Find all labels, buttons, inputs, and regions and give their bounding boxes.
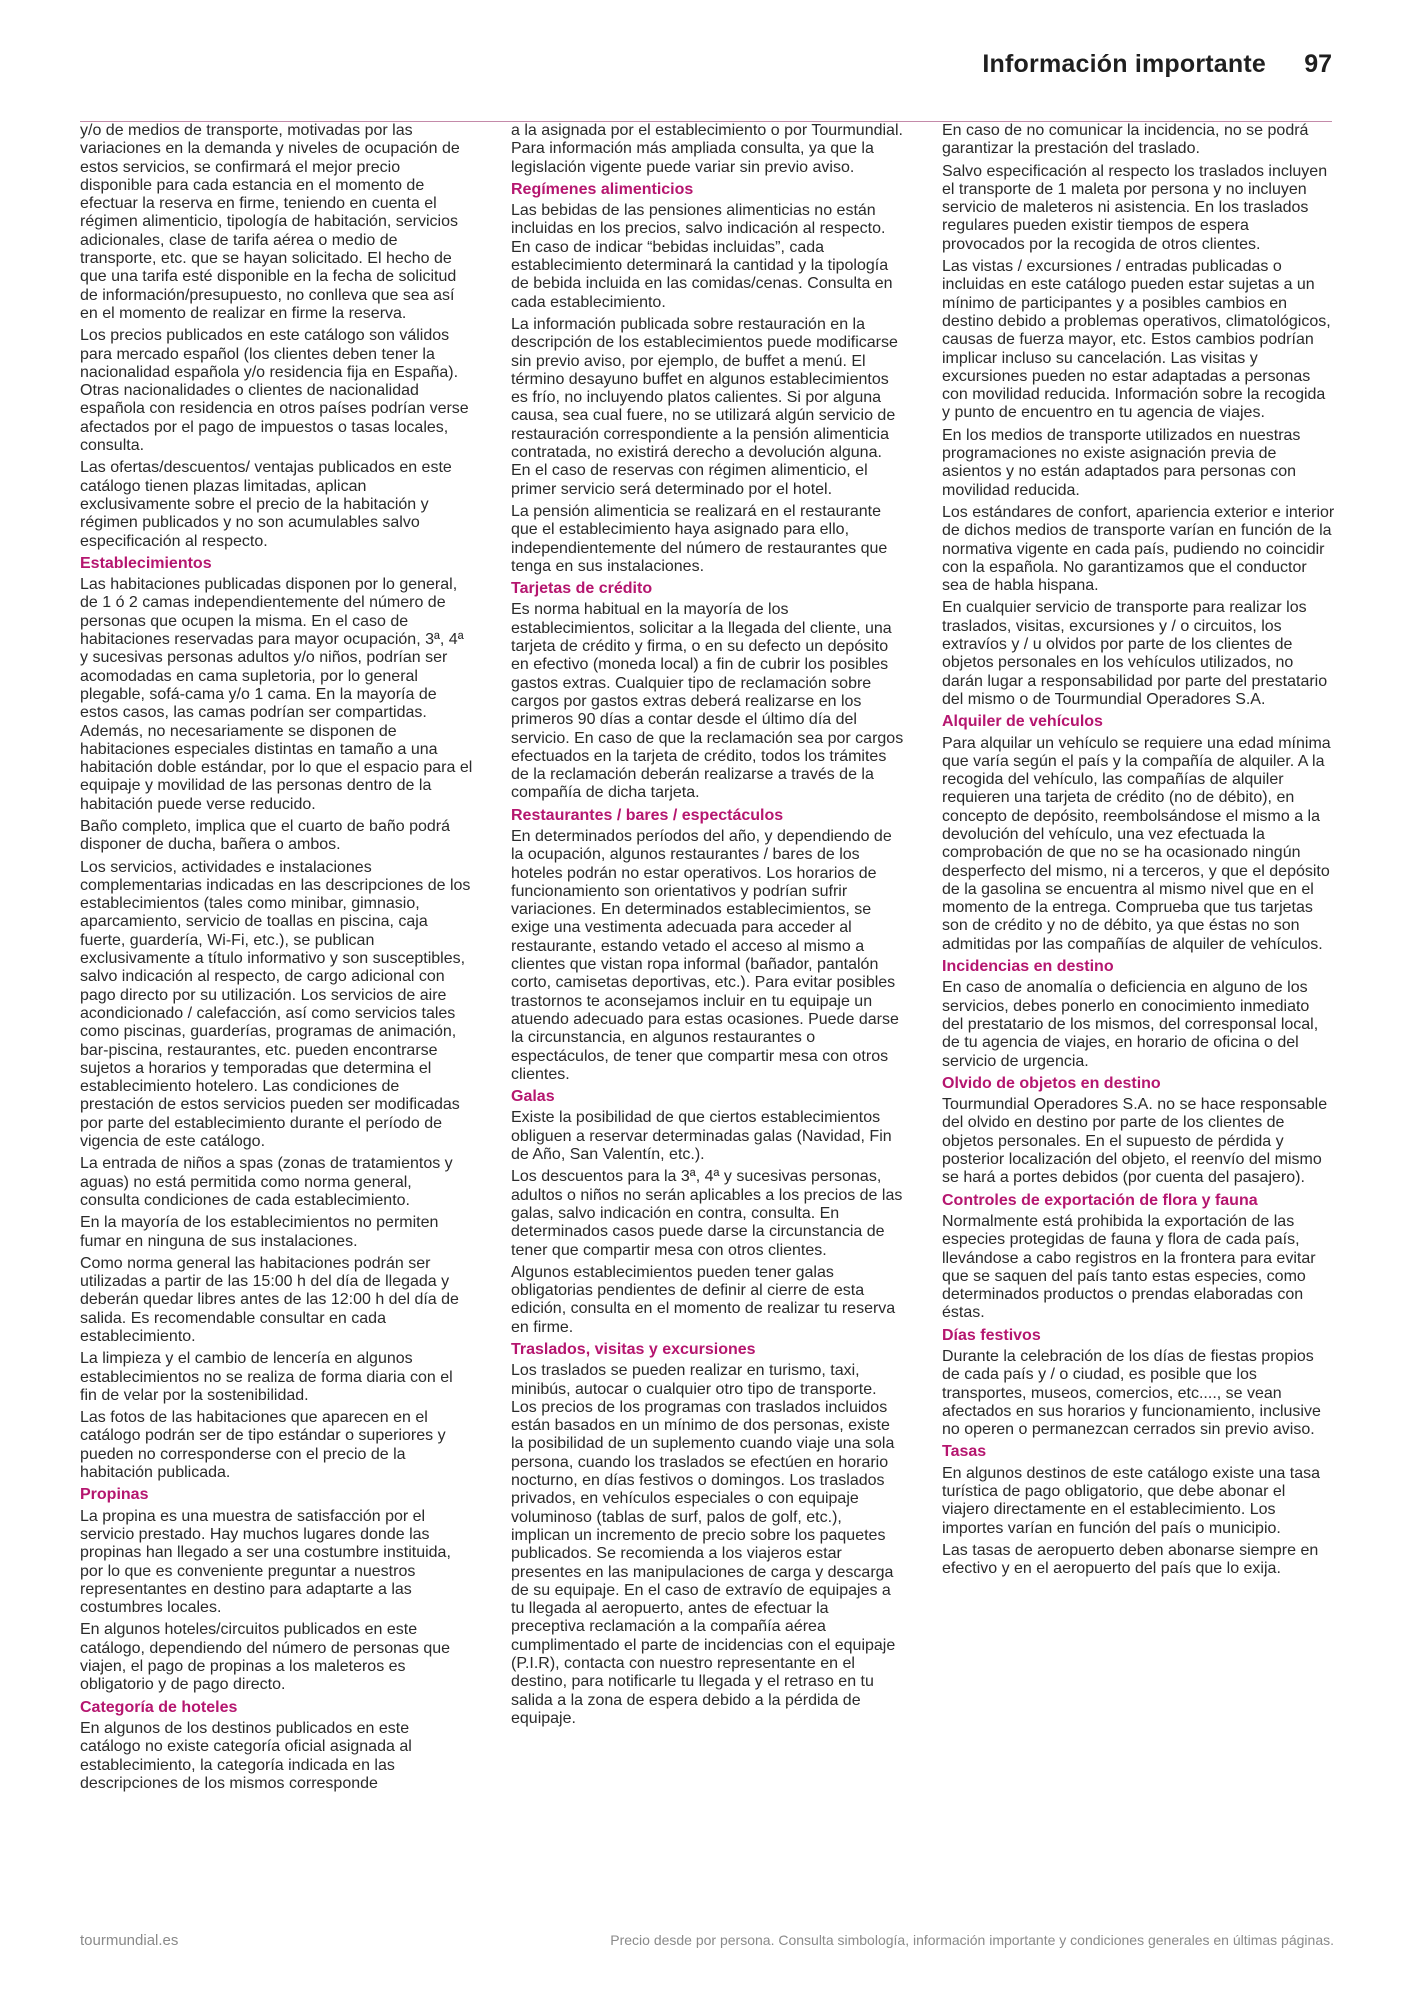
paragraph: Los servicios, actividades e instalaciones complementarias indicadas en las descripciones de los establecimientos (tales como minibar, gimnasio, aparcamiento, servicio de toallas en piscina, caja fuerte, guardería, Wi-Fi, etc.), se publican exclusivamente a título informativo y son susceptibles, salvo indicación al respecto, de cargo adicional con pago directo por su utilización. Los servicios de aire acondicionado / calefacción, así como servicios tales como piscinas, guarderías, programas de animación, bar-piscina, restaurantes, etc. pueden encontrarse sujetos a horarios y temporadas que determina el establecimiento hotelero. Las condiciones de prestación de estos servicios pueden ser modificadas por parte del establecimiento durante el período de vigencia de este catálogo. bbox=[80, 858, 471, 1151]
paragraph: Los precios publicados en este catálogo son válidos para mercado español (los clientes deben tener la nacionalidad española y/o residencia fija en España). Otras nacionalidades o clientes de nacionalidad española con residencia en otros países podrían verse afectados por el pago de impuestos o tasas locales, consulta. bbox=[80, 327, 469, 455]
paragraph: Las habitaciones publicadas disponen por lo general, de 1 ó 2 camas independientemente del número de personas que ocupen la misma. En el caso de habitaciones reservadas para mayor ocupación, 3ª, 4ª y sucesivas personas adultos y/o niños, podrían ser acomodadas en cama supletoria, por lo general plegable, sofá-cama y/o 1 cama. En la mayoría de estos casos, las camas podrían ser compartidas. Además, no necesariamente se disponen de habitaciones especiales distintas en tamaño a una habitación doble estándar, por lo que el espacio para el equipaje y movilidad de las personas dentro de la habitación puede verse reducido. bbox=[80, 576, 473, 813]
paragraph: En la mayoría de los establecimientos no permiten fumar en ninguna de sus instalaciones. bbox=[80, 1214, 439, 1250]
paragraph: y/o de medios de transporte, motivadas por las variaciones en la demanda y niveles de ocupación de estos servicios, se confirmará el mejor precio disponible para cada estancia en el momento de efectuar la reserva en firme, teniendo en cuenta el régimen alimenticio, tipología de habitación, servicios adicionales, clase de tarifa aérea o medio de transporte, etc. que se hayan solicitado. El hecho de que una tarifa esté disponible en la fecha de solicitud de información/presupuesto, no conlleva que sea así en el momento de realizar en firme la reserva. bbox=[80, 122, 460, 322]
paragraph: La pensión alimenticia se realizará en el restaurante que el establecimiento haya asignado para ello, independientemente del número de restaurantes que tenga en sus instalaciones. bbox=[511, 502, 888, 575]
paragraph: Las bebidas de las pensiones alimenticias no están incluidas en los precios, salvo indicación al respecto. En caso de indicar “bebidas incluidas”, cada establecimiento determinará la cantidad y la tipología de bebida incluida en las comidas/cenas. Consulta en cada establecimiento. bbox=[511, 202, 893, 311]
paragraph: Algunos establecimientos pueden tener galas obligatorias pendientes de definir al cierre de esta edición, consulta en el momento de realizar tu reserva en firme. bbox=[511, 1263, 896, 1336]
paragraph: Como norma general las habitaciones podrán ser utilizadas a partir de las 15:00 h del día de llegada y deberán quedar libres antes de las 12:00 h del día de salida. Es recomendable consultar en cada establecimiento. bbox=[80, 1254, 459, 1345]
section-heading-tasas: Tasas bbox=[942, 1443, 987, 1461]
section-heading-propinas: Propinas bbox=[80, 1486, 149, 1504]
section-heading-olvido: Olvido de objetos en destino bbox=[942, 1074, 1161, 1092]
paragraph: Baño completo, implica que el cuarto de baño podrá disponer de ducha, bañera o ambos. bbox=[80, 817, 451, 854]
section-heading-establecimientos: Establecimientos bbox=[80, 554, 212, 572]
section-heading-categoria-hoteles: Categoría de hoteles bbox=[80, 1698, 238, 1716]
paragraph: Para alquilar un vehículo se requiere una edad mínima que varía según el país y la compañía de alquiler. A la recogida del vehículo, las compañías de alquiler requieren una tarjeta de crédito (no de débito), en concepto de depósito, reembolsándose el mismo a la devolución del vehículo, una vez efectuada la comprobación de que no se ha ocasionado ningún desperfecto del mismo, ni a terceros, y que el depósito de la gasolina se encuentra al mismo nivel que en el momento de la entrega. Comprueba que tus tarjetas son de crédito y no de débito, ya que éstas no son admitidas por las compañías de alquiler de vehículos. bbox=[942, 734, 1331, 953]
paragraph: En caso de no comunicar la incidencia, no se podrá garantizar la prestación del traslado. bbox=[942, 122, 1309, 158]
paragraph: En algunos hoteles/circuitos publicados en este catálogo, dependiendo del número de personas que viajen, el pago de propinas a los maleteros es obligatorio y de pago directo. bbox=[80, 1621, 451, 1694]
paragraph: Salvo especificación al respecto los traslados incluyen el transporte de 1 maleta por persona y no incluyen servicio de maleteros ni asistencia. En los traslados regulares pueden existir tiempos de espera provocados por la recogida de otros clientes. bbox=[942, 162, 1328, 253]
paragraph: Normalmente está prohibida la exportación de las especies protegidas de fauna y flora de cada país, llevándose a cabo registros en la frontera para evitar que se saquen del país tanto estas especies, como determinados productos o prendas elaboradas con éstas. bbox=[942, 1212, 1316, 1322]
paragraph: Las fotos de las habitaciones que aparecen en el catálogo podrán ser de tipo estándar o superiores y pueden no corresponderse con el precio de la habitación publicada. bbox=[80, 1409, 446, 1482]
paragraph: a la asignada por el establecimiento o por Tourmundial. Para información más ampliada consulta, ya que la legislación vigente puede variar sin previo aviso. bbox=[511, 122, 903, 176]
page-title: Información importante bbox=[982, 50, 1266, 78]
paragraph: Es norma habitual en la mayoría de los establecimientos, solicitar a la llegada del cliente, una tarjeta de crédito y firma, o en su defecto un depósito en efectivo (moneda local) a fin de cubrir los posibles gastos extras. Cualquier tipo de reclamación sobre cargos por gastos extras deberá realizarse en los primeros 90 días a contar desde el último día del servicio. En caso de que la reclamación sea por cargos efectuados en la tarjeta de crédito, todos los trámites de la reclamación deberán realizarse a través de la compañía de dicha tarjeta. bbox=[511, 601, 904, 802]
paragraph: En algunos de los destinos publicados en este catálogo no existe categoría oficial asignada al establecimiento, la categoría indicada en las descripciones de los mismos corresponde bbox=[80, 1719, 412, 1792]
text-column-2 bbox=[511, 122, 904, 1732]
paragraph: La propina es una muestra de satisfacción por el servicio prestado. Hay muchos lugares donde las propinas han llegado a ser una costumbre instituida, por lo que es conveniente preguntar a nuestros representantes en destino para adaptarte a las costumbres locales. bbox=[80, 1507, 451, 1617]
paragraph: Tourmundial Operadores S.A. no se hace responsable del olvido en destino por parte de los clientes de objetos personales. En el supuesto de pérdida y posterior localización del objeto, el reenvío del mismo se hará a portes debidos (por cuenta del pasajero). bbox=[942, 1096, 1328, 1187]
paragraph: En cualquier servicio de transporte para realizar los traslados, visitas, excursiones y / o circuitos, los extravíos y / u olvidos por parte de los clientes de objetos personales en los vehículos utilizados, no darán lugar a responsabilidad por parte del prestatario del mismo o de Tourmundial Operadores S.A. bbox=[942, 599, 1328, 708]
paragraph: Los estándares de confort, apariencia exterior e interior de dichos medios de transporte varían en función de la normativa vigente en cada país, pudiendo no coincidir con la española. No garantizamos que el conductor sea de habla hispana. bbox=[942, 503, 1335, 595]
page-header bbox=[80, 44, 1332, 84]
text-column-1 bbox=[80, 122, 473, 1797]
paragraph: Las ofertas/descuentos/ ventajas publicados en este catálogo tienen plazas limitadas, aplican exclusivamente sobre el precio de la habitación y régimen publicados y no son acumulables salvo especificación al respecto. bbox=[80, 459, 452, 550]
page-number: 97 bbox=[1304, 50, 1332, 78]
paragraph: La entrada de niños a spas (zonas de tratamientos y aguas) no está permitida como norma general, consulta condiciones de cada establecimiento. bbox=[80, 1155, 453, 1209]
section-heading-alquiler: Alquiler de vehículos bbox=[942, 713, 1103, 731]
paragraph: Los descuentos para la 3ª, 4ª y sucesivas personas, adultos o niños no serán aplicables a los precios de las galas, salvo indicación en contra, consulta. En determinados casos puede darse la circunstancia de tener que compartir mesa con otros clientes. bbox=[511, 1168, 903, 1259]
paragraph: Las tasas de aeropuerto deben abonarse siempre en efectivo y en el aeropuerto del país que lo exija. bbox=[942, 1541, 1319, 1578]
section-heading-galas: Galas bbox=[511, 1088, 555, 1106]
paragraph: La información publicada sobre restauración en la descripción de los establecimientos puede modificarse sin previo aviso, por ejemplo, de buffet a menú. El término desayuno buffet en algunos establecimientos es frío, no incluyendo platos calientes. Si por alguna causa, sea cual fuere, no se utilizará algún servicio de restauración correspondiente a la pensión alimenticia contratada, no existirá derecho a devolución alguna. En el caso de reservas con régimen alimenticio, el primer servicio será determinado por el hotel. bbox=[511, 315, 898, 498]
footer-note: Precio desde por persona. Consulta simbología, información importante y condiciones generales en últimas páginas. bbox=[610, 1932, 1334, 1948]
section-heading-restaurantes: Restaurantes / bares / espectáculos bbox=[511, 806, 784, 824]
paragraph: En caso de anomalía o deficiencia en alguno de los servicios, debes ponerlo en conocimiento inmediato del prestatario de los mismos, del corresponsal local, de tu agencia de viajes, en horario de oficina o del servicio de urgencia. bbox=[942, 979, 1319, 1070]
paragraph: Existe la posibilidad de que ciertos establecimientos obliguen a reservar determinadas galas (Navidad, Fin de Año, San Valentín, etc.). bbox=[511, 1109, 892, 1164]
section-heading-controles: Controles de exportación de flora y fauna bbox=[942, 1191, 1258, 1209]
paragraph: La limpieza y el cambio de lencería en algunos establecimientos no se realiza de forma diaria con el fin de velar por la sostenibilidad. bbox=[80, 1350, 453, 1404]
section-heading-traslados: Traslados, visitas y excursiones bbox=[511, 1341, 756, 1358]
footer-site-link[interactable]: tourmundial.es bbox=[80, 1932, 179, 1949]
paragraph: En algunos destinos de este catálogo existe una tasa turística de pago obligatorio, que debe abonar el viajero directamente en el establecimiento. Los importes varían en función del país o municipio. bbox=[942, 1464, 1321, 1537]
paragraph: Los traslados se pueden realizar en turismo, taxi, minibús, autocar o cualquier otro tipo de transporte. Los precios de los programas con traslados incluidos están basados en un mínimo de dos personas, existe la posibilidad de un suplemento cuando viaje una sola persona, cuando los traslados se efectúen en horario nocturno, en días festivos o domingos. Los traslados privados, en vehículos especiales o con equipaje voluminoso (tablas de surf, palos de golf, etc.), implican un incremento de precio sobre los paquetes publicados. Se recomienda a los viajeros estar presentes en las manipulaciones de carga y descarga de su equipaje. En el caso de extravío de equipajes a tu llegada al aeropuerto, antes de efectuar la preceptiva reclamación a la compañía aérea cumplimentado el parte de incidencias con el equipaje (P.I.R), contacta con nuestro representante en el destino, para notificarle tu llegada y el retraso en tu salida a la zona de espera debido a la pérdida de equipaje. bbox=[511, 1362, 896, 1727]
paragraph: En determinados períodos del año, y dependiendo de la ocupación, algunos restaurantes / bares de los hoteles podrán no estar operativos. Los horarios de funcionamiento son orientativos y podrían sufrir variaciones. En determinados establecimientos, se exige una vestimenta adecuada para acceder al restaurante, estando vetado el acceso al mismo a clientes que vistan ropa informal (bañador, pantalón corto, camisetas deportivas, etc.). Para evitar posibles trastornos te aconsejamos incluir en tu equipaje un atuendo adecuado para estas ocasiones. Puede darse la circunstancia, en algunos restaurantes o espectáculos, de tener que compartir mesa con otros clientes. bbox=[511, 827, 899, 1083]
section-heading-tarjetas: Tarjetas de crédito bbox=[511, 580, 653, 598]
section-heading-regimenes: Regímenes alimenticios bbox=[511, 180, 694, 198]
section-heading-festivos: Días festivos bbox=[942, 1326, 1041, 1344]
text-column-3 bbox=[942, 122, 1335, 1583]
paragraph: Durante la celebración de los días de fiestas propios de cada país y / o ciudad, es posible que los transportes, museos, comercios, etc...., se vean afectados en sus horarios y funcionamiento, inclusive no operen o permanezcan cerrados sin previo aviso. bbox=[942, 1348, 1321, 1439]
paragraph: En los medios de transporte utilizados en nuestras programaciones no existe asignación previa de asientos y no están adaptados para personas con movilidad reducida. bbox=[942, 426, 1301, 499]
paragraph: Las vistas / excursiones / entradas publicadas o incluidas en este catálogo pueden estar sujetas a un mínimo de participantes y a posibles cambios en destino debido a problemas operativos, climatológicos, causas de fuerza mayor, etc. Estos cambios podrían implicar incluso su cancelación. Las visitas y excursiones pueden no estar adaptadas a personas con movilidad reducida. Información sobre la recogida y punto de encuentro en tu agencia de viajes. bbox=[942, 258, 1331, 422]
section-heading-incidencias: Incidencias en destino bbox=[942, 958, 1114, 976]
